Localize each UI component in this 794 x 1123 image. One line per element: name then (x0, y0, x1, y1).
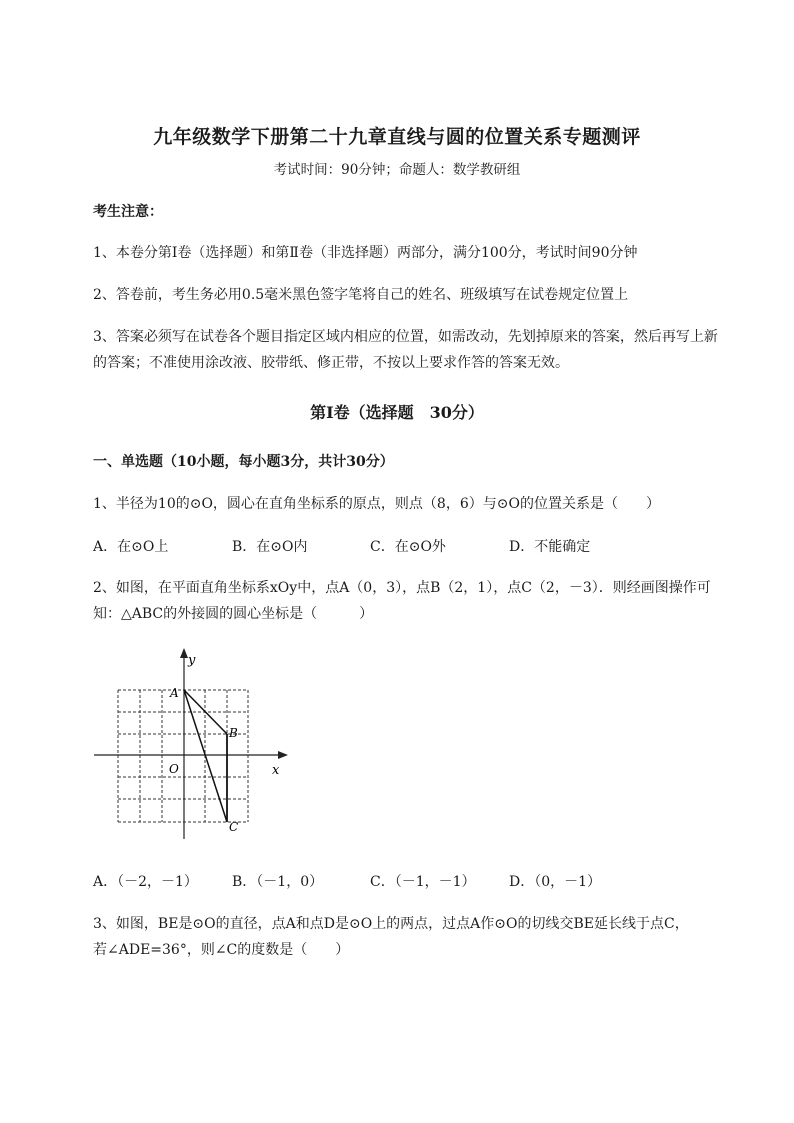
question-3-stem-line1: 3、如图，BE是⊙O的直径，点A和点D是⊙O上的两点，过点A作⊙O的切线交BE延长线于点C， (93, 916, 689, 932)
q2-option-c: C．（－1，－1） (370, 874, 476, 890)
y-axis-label: y (188, 653, 196, 668)
q2-option-a: A．（－2，－1） (93, 874, 198, 890)
dashed-grid (118, 690, 248, 822)
section-title: 第Ⅰ卷（选择题 30分） (310, 403, 484, 422)
point-c-label: C (229, 820, 239, 834)
part-heading: 一、单选题（10小题，每小题3分，共计30分） (93, 454, 394, 470)
y-axis-arrow-icon (180, 648, 188, 658)
coordinate-grid-figure (90, 645, 300, 845)
q2-option-d: D．（0，－1） (509, 874, 602, 890)
page-title: 九年级数学下册第二十九章直线与圆的位置关系专题测评 (153, 126, 641, 148)
x-axis-label: x (272, 763, 280, 778)
notice-heading: 考生注意： (93, 204, 163, 220)
origin-label: O (169, 762, 179, 776)
q1-option-b: B．在⊙O内 (232, 539, 308, 555)
page-subtitle: 考试时间：90分钟；命题人：数学教研组 (273, 162, 521, 178)
q1-option-d: D．不能确定 (509, 539, 591, 555)
q1-option-c: C．在⊙O外 (370, 539, 446, 555)
question-3-stem-line2: 若∠ADE=36°，则∠C的度数是（ ） (93, 942, 350, 958)
question-2-stem-line1: 2、如图，在平面直角坐标系xOy中，点A（0，3），点B（2，1），点C（2，－3）．则经画图操作可 (93, 580, 711, 596)
q1-option-a: A．在⊙O上 (93, 539, 169, 555)
notice-item-3-cont: 的答案；不准使用涂改液、胶带纸、修正带，不按以上要求作答的答案无效。 (93, 355, 569, 371)
question-1-stem: 1、半径为10的⊙O，圆心在直角坐标系的原点，则点（8，6）与⊙O的位置关系是（ ） (93, 496, 660, 512)
x-axis-arrow-icon (278, 751, 288, 759)
point-a-label: A (170, 686, 179, 700)
notice-item-2: 2、答卷前，考生务必用0.5毫米黑色签字笔将自己的姓名、班级填写在试卷规定位置上 (93, 287, 629, 303)
notice-item-3: 3、答案必须写在试卷各个题目指定区域内相应的位置，如需改动，先划掉原来的答案，然后再写上新 (93, 329, 718, 345)
point-b-label: B (229, 726, 238, 740)
question-2-stem-line2: 知：△ABC的外接圆的圆心坐标是（ ） (93, 606, 374, 622)
q2-option-b: B．（－1，0） (232, 874, 324, 890)
notice-item-1: 1、本卷分第Ⅰ卷（选择题）和第Ⅱ卷（非选择题）两部分，满分100分，考试时间90分钟 (93, 245, 638, 261)
